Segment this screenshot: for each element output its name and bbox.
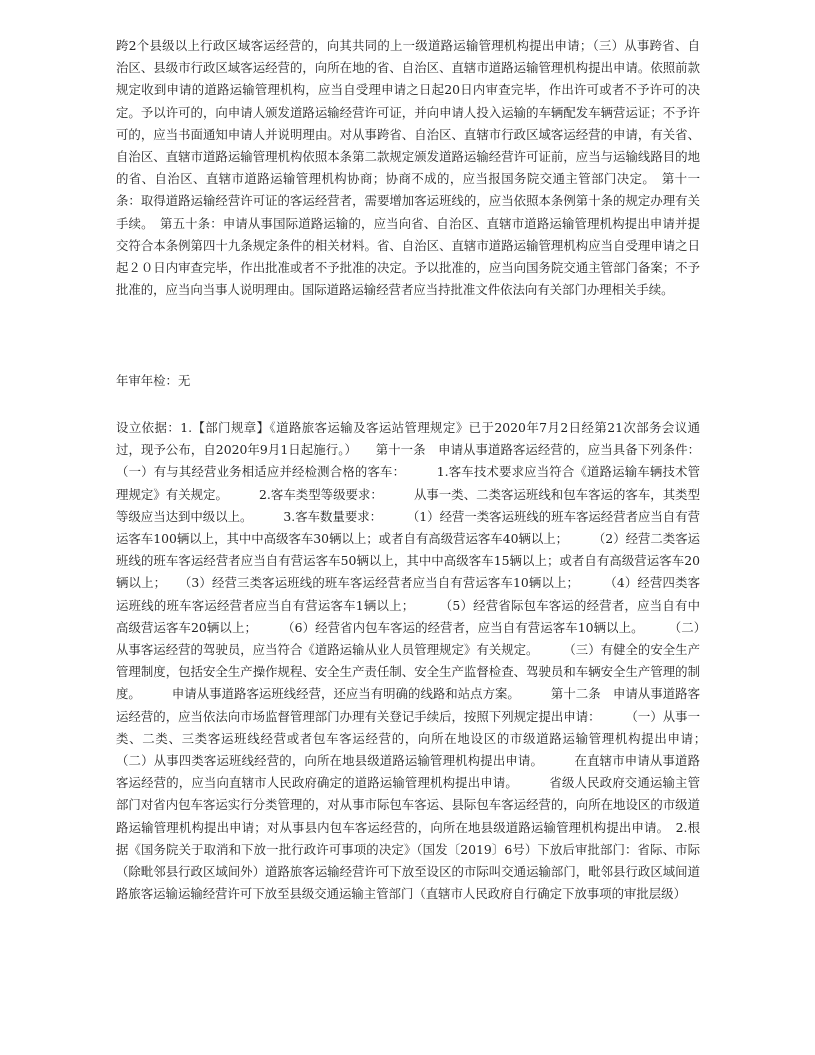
document-paragraph-annual-review: 年审年检：无 bbox=[116, 373, 191, 388]
document-paragraph-licensing: 跨2个县级以上行政区域客运经营的，向其共同的上一级道路运输管理机构提出申请；（三）从事跨省、自治区、县级市行政区域客运经营的，向所在地的省、自治区、直辖市道路运输管理机构提出申请。依照前款规定收到申请的道路运输管理机构，应当自受理申请之日起20日内审查完毕，作出许可或者不予许可的决定。予以许可的，向申请人颁发道路运输经营许可证，并向申请人投入运输的车辆配发车辆营运证；不予许可的，应当书面通知申请人并说明理由。对从事跨省、自治区、直辖市行政区域客运经营的申请，有关省、自治区、直辖市道路运输管理机构依照本条第二款规定颁发道路运输经营许可证前，应当与运输线路目的地的省、自治区、直辖市道路运输管理机构协商；协商不成的，应当报国务院交通主管部门决定。 第十一条：取得道路运输经营许可证的客运经营者，需要增加客运班线的，应当依照本条例第十条的规定办理有关手续。 第五十条：申请从事国际道路运输的，应当向省、自治区、直辖市道路运输管理机构提出申请并提交符合本条例第四十九条规定条件的相关材料。省、自治区、直辖市道路运输管理机构应当自受理申请之日起２０日内审查完毕，作出批准或者不予批准的决定。予以批准的，应当向国务院交通主管部门备案；不予批准的，应当向当事人说明理由。国际道路运输经营者应当持批准文件依法向有关部门办理相关手续。 bbox=[116, 38, 700, 298]
document-paragraph-legal-basis: 设立依据：1.【部门规章】《道路旅客运输及客运站管理规定》已于2020年7月2日经第21次部务会议通过，现予公布，自2020年9月1日起施行。） 第十一条 申请从事道路客运经营的，应当具备下列条件：（一）有与其经营业务相适应并经检测合格的客车： 1.客车技术要求应当符合《道路运输车辆技术管理规定》有关规定。 2.客车类型等级要求： 从事一类、二类客运班线和包车客运的客车，其类型等级应当达到中级以上。 3.客车数量要求： （1）经营一类客运班线的班车客运经营者应当自有营运客车100辆以上，其中中高级客车30辆以上；或者自有高级营运客车40辆以上； （2）经营二类客运班线的班车客运经营者应当自有营运客车50辆以上，其中中高级客车15辆以上；或者自有高级营运客车20辆以上； （3）经营三类客运班线的班车客运经营者应当自有营运客车10辆以上； （4）经营四类客运班线的班车客运经营者应当自有营运客车1辆以上； （5）经营省际包车客运的经营者，应当自有中高级营运客车20辆以上； （6）经营省内包车客运的经营者，应当自有营运客车10辆以上。 （二）从事客运经营的驾驶员，应当符合《道路运输从业人员管理规定》有关规定。 （三）有健全的安全生产管理制度，包括安全生产操作规程、安全生产责任制、安全生产监督检查、驾驶员和车辆安全生产管理的制度。 申请从事道路客运班线经营，还应当有明确的线路和站点方案。 第十二条 申请从事道路客运经营的，应当依法向市场监督管理部门办理有关登记手续后，按照下列规定提出申请： （一）从事一类、二类、三类客运班线经营或者包车客运经营的，向所在地设区的市级道路运输管理机构提出申请； （二）从事四类客运班线经营的，向所在地县级道路运输管理机构提出申请。 在直辖市申请从事道路客运经营的，应当向直辖市人民政府确定的道路运输管理机构提出申请。 省级人民政府交通运输主管部门对省内包车客运实行分类管理的，对从事市际包车客运、县际包车客运经营的，向所在地设区的市级道路运输管理机构提出申请；对从事县内包车客运经营的，向所在地县级道路运输管理机构提出申请。 2.根据《国务院关于取消和下放一批行政许可事项的决定》（国发〔2019〕6号）下放后审批部门：省际、市际（除毗邻县行政区域间外）道路旅客运输经营许可下放至设区的市际叫交通运输部门，毗邻县行政区域间道路旅客运输运输经营许可下放至县级交通运输主管部门（直辖市人民政府自行确定下放事项的审批层级） bbox=[116, 420, 738, 902]
